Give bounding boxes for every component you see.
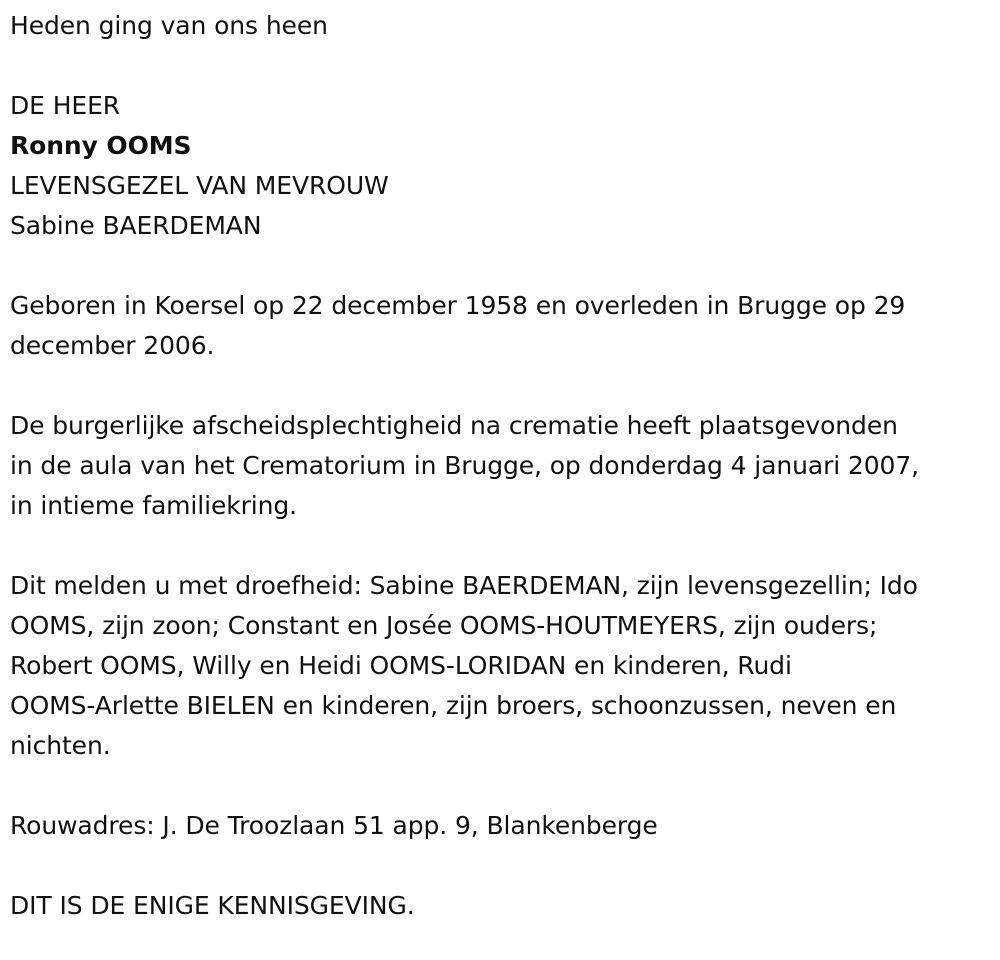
honorific-title: DE HEER xyxy=(10,91,121,120)
partner-name: Sabine BAERDEMAN xyxy=(10,211,262,240)
family-line: Robert OOMS, Willy en Heidi OOMS-LORIDAN en kinderen, Rudi xyxy=(10,651,792,680)
ceremony-line: De burgerlijke afscheidsplechtigheid na crematie heeft plaatsgevonden xyxy=(10,411,898,440)
spacer xyxy=(10,46,990,86)
family-line: OOMS, zijn zoon; Constant en Josée OOMS-HOUTMEYERS, zijn ouders; xyxy=(10,611,878,640)
opening-line: Heden ging van ons heen xyxy=(10,11,328,40)
closing-statement: DIT IS DE ENIGE KENNISGEVING. xyxy=(10,891,415,920)
mourning-address: Rouwadres: J. De Troozlaan 51 app. 9, Blankenberge xyxy=(10,811,658,840)
spacer xyxy=(10,526,990,566)
family-line: OOMS-Arlette BIELEN en kinderen, zijn broers, schoonzussen, neven en xyxy=(10,691,897,720)
ceremony-paragraph xyxy=(10,406,990,526)
spacer xyxy=(10,846,990,886)
birth-death-line: Geboren in Koersel op 22 december 1958 en overleden in Brugge op 29 xyxy=(10,291,906,320)
birth-death-line: december 2006. xyxy=(10,331,215,360)
spacer xyxy=(10,766,990,806)
family-line: Dit melden u met droefheid: Sabine BAERDEMAN, zijn levensgezellin; Ido xyxy=(10,571,918,600)
spacer xyxy=(10,366,990,406)
birth-death-paragraph xyxy=(10,286,990,366)
family-paragraph xyxy=(10,566,990,766)
relation-line: LEVENSGEZEL VAN MEVROUW xyxy=(10,171,389,200)
death-notice xyxy=(10,6,990,926)
deceased-name: Ronny OOMS xyxy=(10,131,192,160)
family-line: nichten. xyxy=(10,731,111,760)
spacer xyxy=(10,246,990,286)
ceremony-line: in intieme familiekring. xyxy=(10,491,297,520)
ceremony-line: in de aula van het Crematorium in Brugge, op donderdag 4 januari 2007, xyxy=(10,451,920,480)
